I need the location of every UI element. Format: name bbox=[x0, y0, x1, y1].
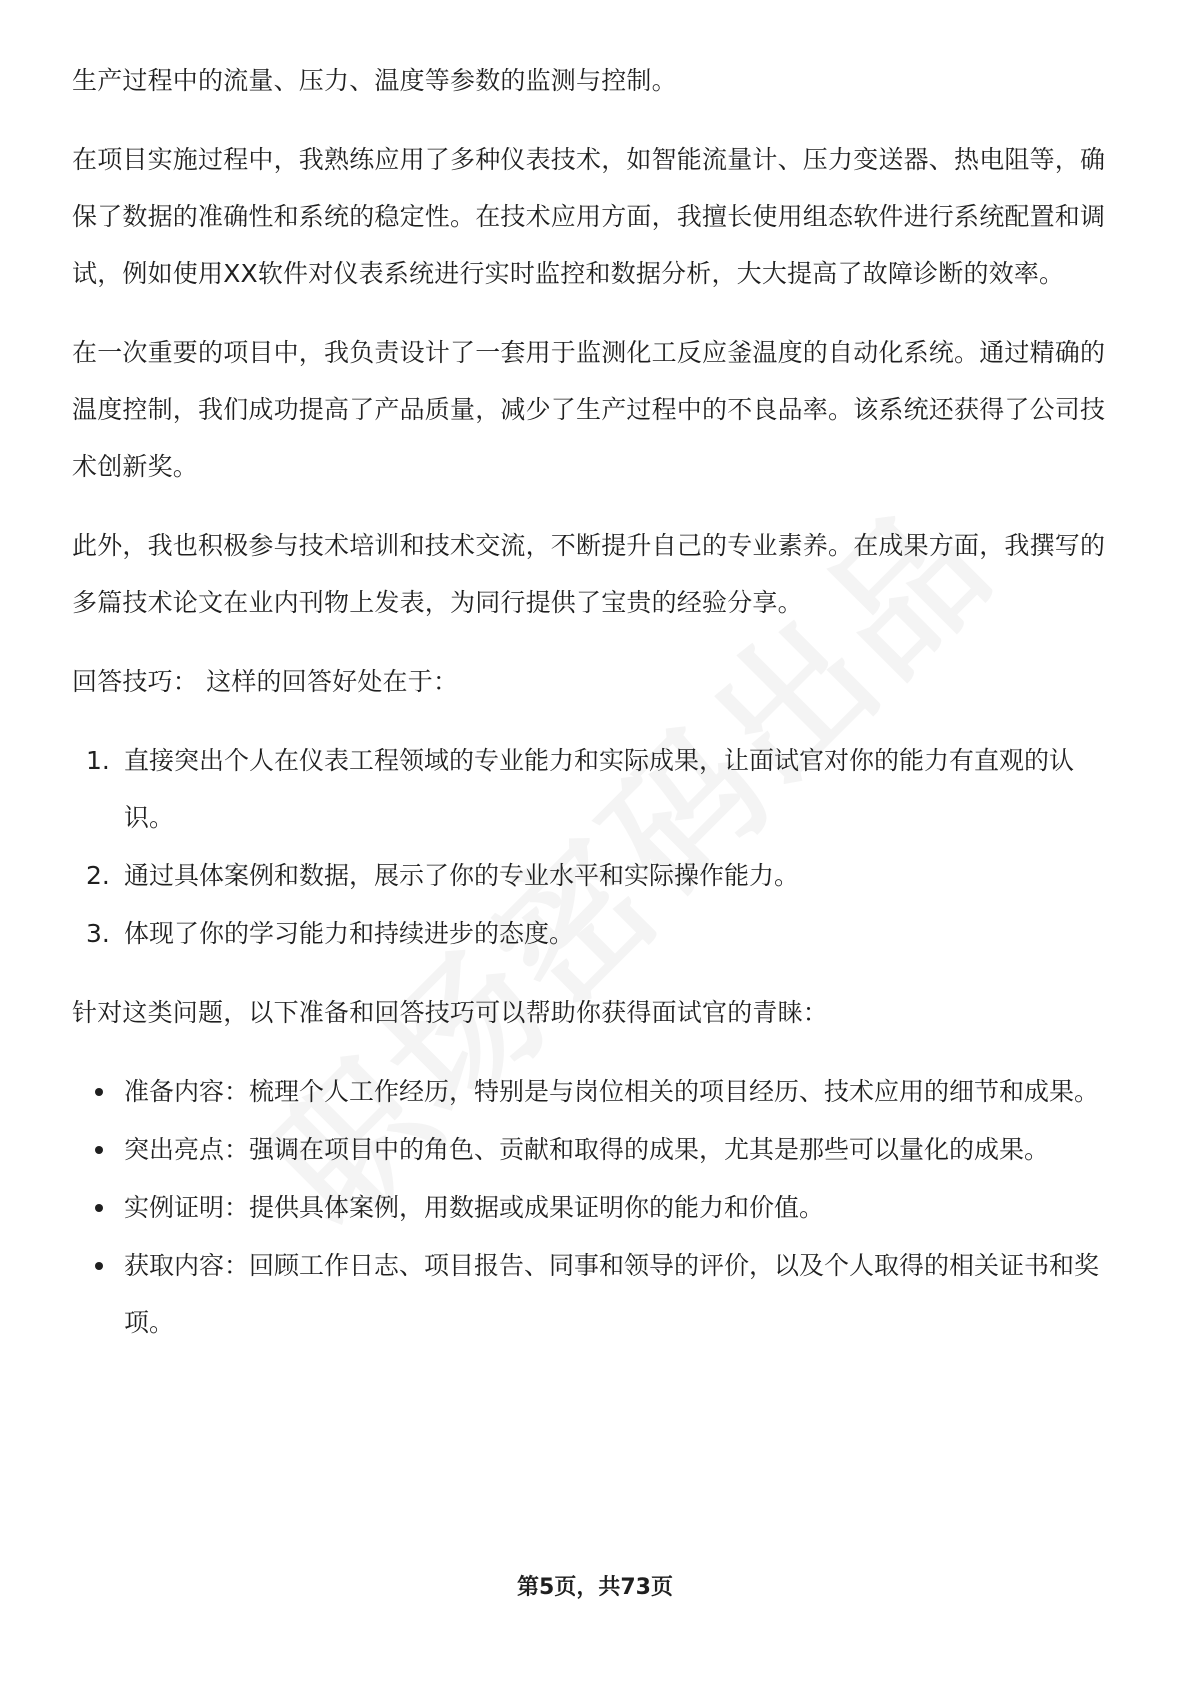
list-item-text: 体现了你的学习能力和持续进步的态度。 bbox=[124, 919, 575, 948]
paragraph: 在项目实施过程中，我熟练应用了多种仪表技术，如智能流量计、压力变送器、热电阻等，确保了数据的准确性和系统的稳定性。在技术应用方面，我擅长使用组态软件进行系统配置和调试，例如使用XX软件对仪表系统进行实时监控和数据分析，大大提高了故障诊断的效率。 bbox=[72, 145, 1106, 288]
list-item-text: 通过具体案例和数据，展示了你的专业水平和实际操作能力。 bbox=[124, 861, 800, 890]
bullet-icon bbox=[95, 1146, 103, 1154]
paragraph: 此外，我也积极参与技术培训和技术交流，不断提升自己的专业素养。在成果方面，我撰写的多篇技术论文在业内刊物上发表，为同行提供了宝贵的经验分享。 bbox=[72, 531, 1106, 617]
list-item-text: 突出亮点：强调在项目中的角色、贡献和取得的成果，尤其是那些可以量化的成果。 bbox=[124, 1135, 1050, 1164]
bullet-icon bbox=[95, 1262, 103, 1270]
list-item bbox=[72, 1121, 1122, 1178]
list-item bbox=[72, 847, 1122, 904]
list-number: 3. bbox=[86, 919, 110, 948]
answer-tips-heading: 回答技巧： 这样的回答好处在于： bbox=[72, 667, 459, 696]
bullet-icon bbox=[95, 1088, 103, 1096]
paragraph: 在一次重要的项目中，我负责设计了一套用于监测化工反应釜温度的自动化系统。通过精确的温度控制，我们成功提高了产品质量，减少了生产过程中的不良品率。该系统还获得了公司技术创新奖。 bbox=[72, 338, 1106, 481]
list-item-text: 实例证明：提供具体案例，用数据或成果证明你的能力和价值。 bbox=[124, 1193, 825, 1222]
list-item bbox=[72, 905, 1122, 962]
list-number: 2. bbox=[86, 861, 110, 890]
bullet-icon bbox=[95, 1204, 103, 1212]
page-number: 第5页，共73页 bbox=[517, 1575, 673, 1600]
list-item bbox=[72, 732, 1122, 846]
list-item-text: 获取内容：回顾工作日志、项目报告、同事和领导的评价，以及个人取得的相关证书和奖项。 bbox=[124, 1251, 1100, 1337]
paragraph: 生产过程中的流量、压力、温度等参数的监测与控制。 bbox=[72, 66, 677, 95]
list-number: 1. bbox=[86, 746, 110, 775]
list-item-text: 直接突出个人在仪表工程领域的专业能力和实际成果，让面试官对你的能力有直观的认识。 bbox=[124, 746, 1075, 832]
list-item bbox=[72, 1063, 1122, 1120]
bullet-list bbox=[72, 1063, 1122, 1351]
numbered-list bbox=[72, 732, 1122, 962]
list-item-text: 准备内容：梳理个人工作经历，特别是与岗位相关的项目经历、技术应用的细节和成果。 bbox=[124, 1077, 1100, 1106]
page-content bbox=[72, 52, 1122, 1373]
paragraph: 针对这类问题，以下准备和回答技巧可以帮助你获得面试官的青睐： bbox=[72, 998, 829, 1027]
list-item bbox=[72, 1179, 1122, 1236]
list-item bbox=[72, 1237, 1122, 1351]
